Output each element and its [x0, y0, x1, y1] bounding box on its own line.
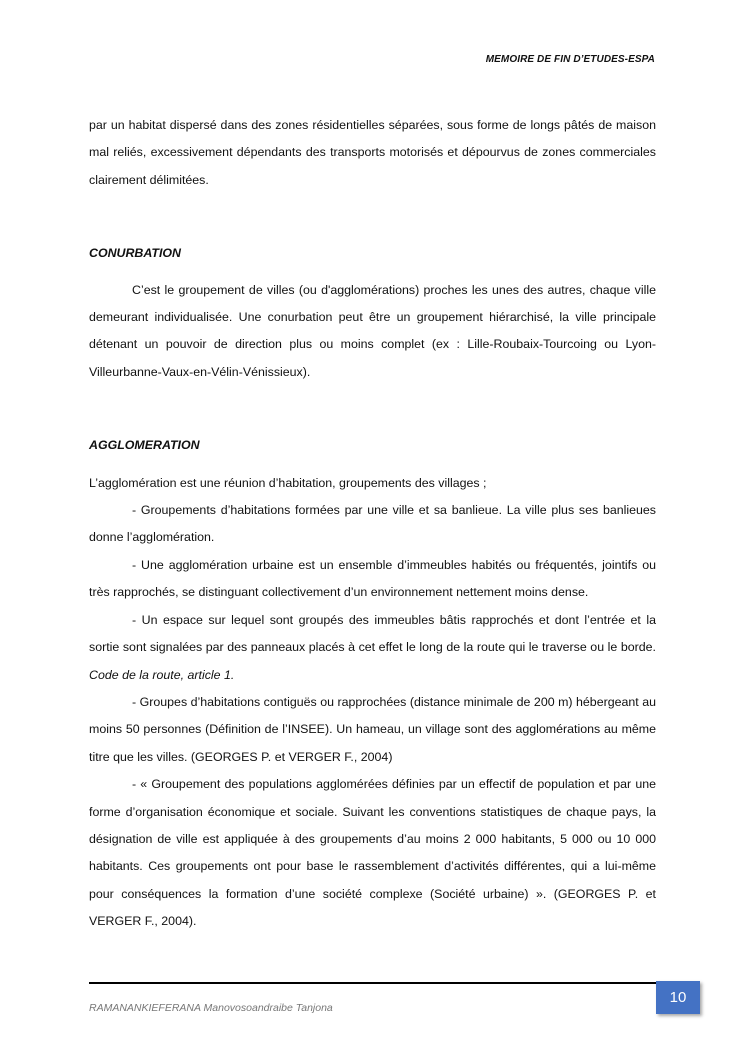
agglomeration-item — [89, 607, 656, 689]
footer-divider — [89, 982, 675, 984]
page-number-box — [656, 981, 700, 1014]
intro-paragraph: par un habitat dispersé dans des zones résidentielles séparées, sous forme de longs pâtés de maison mal reliés, excessivement dépendants des transports motorisés et dépourvus de zones commerciales clairement délimitées. — [89, 118, 656, 187]
agglomeration-item: - Une agglomération urbaine est un ensemble d’immeubles habités ou fréquentés, jointifs ou très rapprochés, se distinguant collectivement d’un environnement nettement moins dense. — [89, 557, 656, 600]
agglomeration-intro: L’agglomération est une réunion d’habitation, groupements des villages ; — [89, 475, 487, 490]
agglomeration-heading: AGGLOMERATION — [89, 438, 200, 453]
agglomeration-item: - « Groupement des populations agglomérées définies par un effectif de population et par une forme d’organisation économique et sociale. Suivant les conventions statistiques de chaque pays, la désignation de ville est appliquée à des groupements d’au moins 2 000 habitants, 5 000 ou 10 000 habitants. Ces groupements ont pour base le rassemblement d’activités différentes, qui a lui-même pour conséquences la formation d’une société complexe (Société urbaine) ». (GEORGES P. et VERGER F., 2004). — [89, 777, 656, 929]
running-header: MEMOIRE DE FIN D’ETUDES-ESPA — [485, 54, 655, 65]
page-body — [89, 112, 656, 936]
agglomeration-item-text: - Un espace sur lequel sont groupés des immeubles bâtis rapprochés et dont l’entrée et la sortie sont signalées par des panneaux placés à cet effet le long de la route qui le traverse ou le borde. — [89, 612, 656, 655]
page-number: 10 — [669, 989, 687, 1006]
agglomeration-item: - Groupements d’habitations formées par une ville et sa banlieue. La ville plus ses banlieues donne l’agglomération. — [89, 503, 656, 545]
citation: Code de la route, article 1. — [89, 667, 235, 682]
agglomeration-item: - Groupes d’habitations contiguës ou rapprochées (distance minimale de 200 m) hébergeant au moins 50 personnes (Définition de l’INSEE). Un hameau, un village sont des agglomérations au même titre que les villes. (GEORGES P. et VERGER F., 2004) — [89, 694, 656, 764]
conurbation-paragraph: C’est le groupement de villes (ou d'agglomérations) proches les unes des autres, chaque ville demeurant individualisée. Une conurbation peut être un groupement hiérarchisé, la ville principale détenant un pouvoir de direction plus ou moins complet (ex : Lille-Roubaix-Tourcoing ou Lyon-Villeurbanne-Vaux-en-Vélin-Vénissieux). — [89, 282, 656, 379]
conurbation-heading: CONURBATION — [89, 246, 182, 261]
footer-author: RAMANANKIEFERANA Manovosoandraibe Tanjona — [89, 1002, 333, 1014]
